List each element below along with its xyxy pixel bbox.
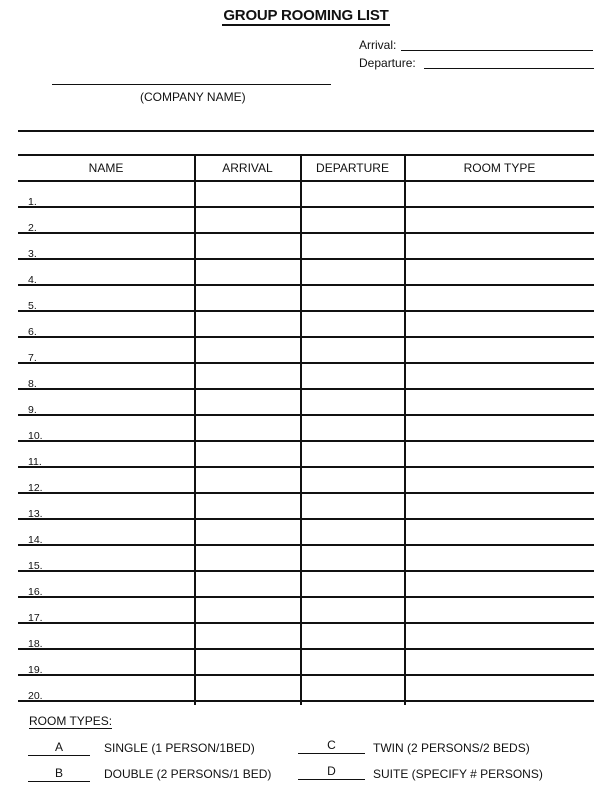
room-type-desc-a: SINGLE (1 PERSON/1BED) bbox=[104, 741, 255, 755]
room-type-code-a: A bbox=[28, 740, 90, 756]
row-number: 16. bbox=[28, 586, 43, 598]
row-number: 3. bbox=[28, 248, 37, 260]
row-line bbox=[18, 440, 594, 442]
row-line bbox=[18, 284, 594, 286]
room-type-desc-c: TWIN (2 PERSONS/2 BEDS) bbox=[373, 741, 530, 755]
row-line bbox=[18, 206, 594, 208]
row-line bbox=[18, 466, 594, 468]
page-title bbox=[0, 7, 612, 26]
row-number: 20. bbox=[28, 690, 43, 702]
room-type-desc-b: DOUBLE (2 PERSONS/1 BED) bbox=[104, 767, 272, 781]
row-line bbox=[18, 700, 594, 702]
arrival-label: Arrival: bbox=[359, 38, 397, 52]
arrival-field[interactable] bbox=[401, 50, 593, 51]
row-number: 18. bbox=[28, 638, 43, 650]
separator-line bbox=[18, 130, 594, 132]
row-line bbox=[18, 570, 594, 572]
room-type-code-c: C bbox=[298, 738, 365, 754]
column-header-arrival: ARRIVAL bbox=[222, 161, 273, 175]
row-number: 12. bbox=[28, 482, 43, 494]
table-header-border bbox=[18, 180, 594, 182]
row-number: 9. bbox=[28, 404, 37, 416]
row-number: 7. bbox=[28, 352, 37, 364]
row-number: 10. bbox=[28, 430, 43, 442]
row-line bbox=[18, 232, 594, 234]
departure-label: Departure: bbox=[359, 56, 416, 70]
row-number: 15. bbox=[28, 560, 43, 572]
row-line bbox=[18, 518, 594, 520]
room-type-desc-d: SUITE (SPECIFY # PERSONS) bbox=[373, 767, 543, 781]
page-title-text: GROUP ROOMING LIST bbox=[223, 7, 389, 24]
company-name-label: (COMPANY NAME) bbox=[140, 90, 246, 104]
row-line bbox=[18, 310, 594, 312]
room-types-label bbox=[29, 714, 112, 728]
room-type-code-d: D bbox=[298, 764, 365, 780]
row-line bbox=[18, 596, 594, 598]
row-line bbox=[18, 674, 594, 676]
room-types-label-text: ROOM TYPES: bbox=[29, 714, 113, 728]
row-number: 19. bbox=[28, 664, 43, 676]
row-number: 14. bbox=[28, 534, 43, 546]
column-header-name: NAME bbox=[88, 161, 124, 175]
room-type-code-b: B bbox=[28, 766, 90, 782]
row-line bbox=[18, 362, 594, 364]
departure-field[interactable] bbox=[424, 68, 594, 69]
row-line bbox=[18, 648, 594, 650]
row-line bbox=[18, 492, 594, 494]
row-number: 17. bbox=[28, 612, 43, 624]
row-line bbox=[18, 388, 594, 390]
company-name-field[interactable] bbox=[52, 84, 331, 85]
row-number: 11. bbox=[28, 456, 42, 468]
row-number: 4. bbox=[28, 274, 37, 286]
column-header-room-type: ROOM TYPE bbox=[463, 161, 536, 175]
row-line bbox=[18, 336, 594, 338]
row-number: 2. bbox=[28, 222, 37, 234]
column-header-departure: DEPARTURE bbox=[316, 161, 389, 175]
table-top-border bbox=[18, 154, 594, 156]
row-number: 8. bbox=[28, 378, 37, 390]
row-number: 6. bbox=[28, 326, 37, 338]
row-number: 5. bbox=[28, 300, 37, 312]
row-number: 1. bbox=[28, 196, 37, 208]
row-line bbox=[18, 414, 594, 416]
row-line bbox=[18, 544, 594, 546]
row-line bbox=[18, 622, 594, 624]
row-number: 13. bbox=[28, 508, 43, 520]
row-line bbox=[18, 258, 594, 260]
